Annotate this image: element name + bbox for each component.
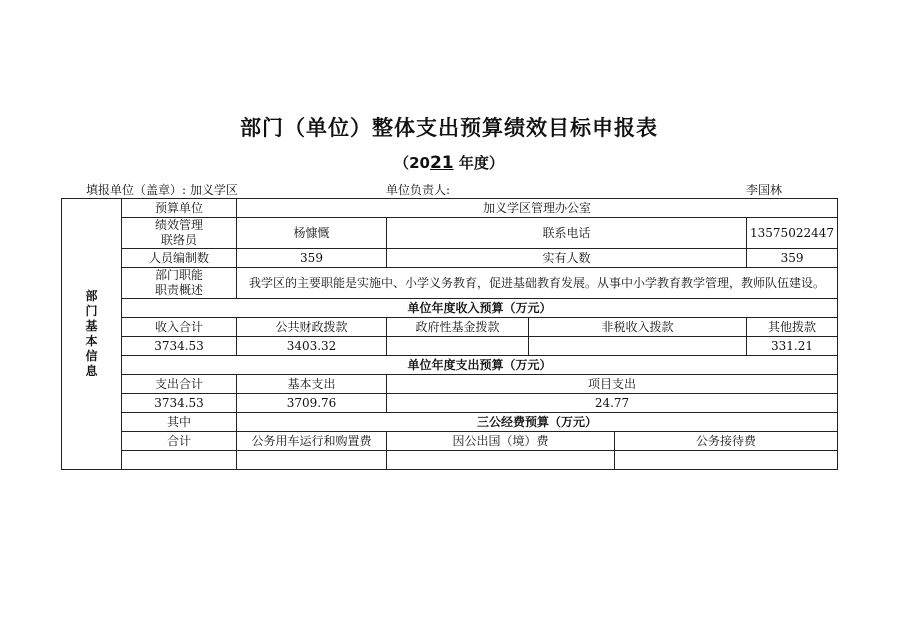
income-header: 公共财政拨款 [237, 318, 387, 337]
income-header: 非税收入拨款 [529, 318, 747, 337]
three-total-value [122, 451, 237, 470]
contact-label: 绩效管理 联络员 [122, 218, 237, 249]
income-fund-value [387, 337, 529, 356]
income-header: 其他拨款 [747, 318, 838, 337]
actual-value: 359 [747, 249, 838, 268]
among-label: 其中 [122, 413, 237, 432]
three-section-title: 三公经费预算（万元） [237, 413, 838, 432]
income-header: 政府性基金拨款 [387, 318, 529, 337]
income-public-value: 3403.32 [237, 337, 387, 356]
phone-label: 联系电话 [387, 218, 747, 249]
income-total-value: 3734.53 [122, 337, 237, 356]
fill-unit: 填报单位（盖章）: 加义学区 [86, 183, 238, 197]
expense-header: 项目支出 [387, 375, 838, 394]
phone-value: 13575022447 [747, 218, 838, 249]
income-header: 收入合计 [122, 318, 237, 337]
duty-label: 部门职能 职责概述 [122, 268, 237, 299]
year-line [0, 152, 898, 173]
expense-project-value: 24.77 [387, 394, 838, 413]
staff-value: 359 [237, 249, 387, 268]
budget-table [61, 198, 838, 470]
budget-unit-value: 加义学区管理办公室 [237, 199, 838, 218]
responsible-label: 单位负责人: [386, 183, 451, 197]
three-abroad-value [387, 451, 615, 470]
three-header: 合计 [122, 432, 237, 451]
actual-label: 实有人数 [387, 249, 747, 268]
responsible-name: 李国林 [746, 183, 783, 197]
income-nontax-value [529, 337, 747, 356]
page-title: 部门（单位）整体支出预算绩效目标申报表 [240, 116, 658, 140]
three-car-value [237, 451, 387, 470]
budget-unit-label: 预算单位 [122, 199, 237, 218]
year-number: 21 [429, 153, 454, 173]
side-label-dept-info: 部 门 基 本 信 息 [62, 199, 122, 470]
income-other-value: 331.21 [747, 337, 838, 356]
contact-name: 杨慷慨 [237, 218, 387, 249]
expense-header: 基本支出 [237, 375, 387, 394]
three-header: 因公出国（境）费 [387, 432, 615, 451]
expense-section-title: 单位年度支出预算（万元） [122, 356, 838, 375]
expense-total-value: 3734.53 [122, 394, 237, 413]
year-open: （20 [394, 154, 430, 172]
expense-basic-value: 3709.76 [237, 394, 387, 413]
three-header: 公务接待费 [615, 432, 838, 451]
three-header: 公务用车运行和购置费 [237, 432, 387, 451]
income-section-title: 单位年度收入预算（万元） [122, 299, 838, 318]
year-close: 年度） [458, 154, 504, 172]
duty-text: 我学区的主要职能是实施中、小学义务教育，促进基础教育发展。从事中小学教育教学管理，教师队伍建设。 [237, 268, 838, 299]
expense-header: 支出合计 [122, 375, 237, 394]
staff-label: 人员编制数 [122, 249, 237, 268]
three-reception-value [615, 451, 838, 470]
